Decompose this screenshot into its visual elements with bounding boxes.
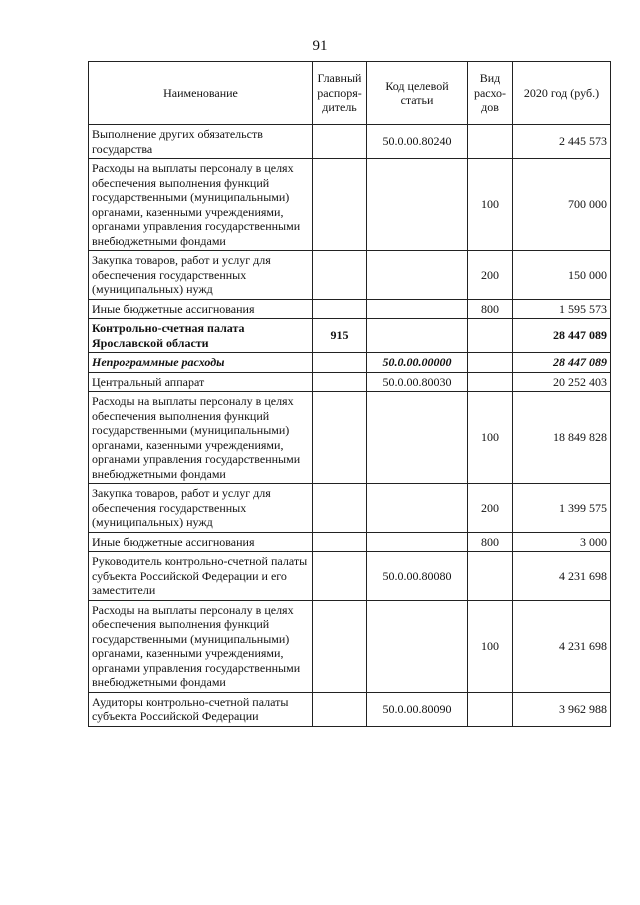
cell-name: Непрограммные расходы bbox=[89, 353, 313, 373]
cell-code: 50.0.00.00000 bbox=[367, 353, 468, 373]
cell-type bbox=[468, 552, 513, 601]
cell-manager bbox=[313, 552, 367, 601]
page-number: 91 bbox=[312, 38, 328, 54]
cell-amount: 4 231 698 bbox=[513, 552, 611, 601]
cell-code: 50.0.00.80240 bbox=[367, 125, 468, 159]
cell-name: Иные бюджетные ассигнования bbox=[89, 299, 313, 319]
cell-manager bbox=[313, 532, 367, 552]
cell-code bbox=[367, 484, 468, 533]
header-manager: Главный распоря-дитель bbox=[313, 62, 367, 125]
table-row bbox=[89, 319, 611, 353]
table-row bbox=[89, 159, 611, 251]
table-header-row bbox=[89, 62, 611, 125]
cell-type bbox=[468, 372, 513, 392]
cell-manager: 915 bbox=[313, 319, 367, 353]
cell-amount: 28 447 089 bbox=[513, 319, 611, 353]
cell-name: Закупка товаров, работ и услуг для обеспечения государственных (муниципальных) нужд bbox=[89, 251, 313, 300]
cell-name: Руководитель контрольно-счетной палаты субъекта Российской Федерации и его заместители bbox=[89, 552, 313, 601]
cell-code bbox=[367, 392, 468, 484]
table-body bbox=[89, 125, 611, 727]
cell-manager bbox=[313, 159, 367, 251]
cell-type bbox=[468, 353, 513, 373]
table-row bbox=[89, 532, 611, 552]
cell-name: Иные бюджетные ассигнования bbox=[89, 532, 313, 552]
cell-type: 100 bbox=[468, 159, 513, 251]
cell-code bbox=[367, 600, 468, 692]
cell-code: 50.0.00.80030 bbox=[367, 372, 468, 392]
cell-type bbox=[468, 319, 513, 353]
cell-manager bbox=[313, 692, 367, 726]
cell-manager bbox=[313, 251, 367, 300]
table-row bbox=[89, 372, 611, 392]
cell-amount: 2 445 573 bbox=[513, 125, 611, 159]
cell-amount: 3 962 988 bbox=[513, 692, 611, 726]
budget-table bbox=[88, 61, 611, 727]
header-year: 2020 год (руб.) bbox=[513, 62, 611, 125]
cell-amount: 1 595 573 bbox=[513, 299, 611, 319]
cell-manager bbox=[313, 125, 367, 159]
cell-amount: 28 447 089 bbox=[513, 353, 611, 373]
cell-name: Расходы на выплаты персоналу в целях обеспечения выполнения функций государственными (муниципальными) органами, казенными учреждениями, органами управления государственными внебюджетными фондами bbox=[89, 392, 313, 484]
cell-amount: 3 000 bbox=[513, 532, 611, 552]
cell-code bbox=[367, 532, 468, 552]
cell-amount: 4 231 698 bbox=[513, 600, 611, 692]
header-code: Код целевой статьи bbox=[367, 62, 468, 125]
cell-amount: 18 849 828 bbox=[513, 392, 611, 484]
table-row bbox=[89, 552, 611, 601]
cell-code: 50.0.00.80080 bbox=[367, 552, 468, 601]
cell-name: Закупка товаров, работ и услуг для обеспечения государственных (муниципальных) нужд bbox=[89, 484, 313, 533]
cell-type bbox=[468, 125, 513, 159]
cell-type bbox=[468, 692, 513, 726]
table-row bbox=[89, 353, 611, 373]
cell-name: Аудиторы контрольно-счетной палаты субъекта Российской Федерации bbox=[89, 692, 313, 726]
cell-name: Расходы на выплаты персоналу в целях обеспечения выполнения функций государственными (муниципальными) органами, казенными учреждениями, органами управления государственными внебюджетными фондами bbox=[89, 600, 313, 692]
cell-name: Центральный аппарат bbox=[89, 372, 313, 392]
cell-manager bbox=[313, 353, 367, 373]
table-row bbox=[89, 251, 611, 300]
cell-amount: 20 252 403 bbox=[513, 372, 611, 392]
cell-code: 50.0.00.80090 bbox=[367, 692, 468, 726]
table-row bbox=[89, 600, 611, 692]
cell-manager bbox=[313, 372, 367, 392]
cell-manager bbox=[313, 299, 367, 319]
cell-name: Выполнение других обязательств государства bbox=[89, 125, 313, 159]
cell-manager bbox=[313, 392, 367, 484]
cell-type: 100 bbox=[468, 600, 513, 692]
cell-manager bbox=[313, 484, 367, 533]
header-name: Наименование bbox=[89, 62, 313, 125]
table-row bbox=[89, 299, 611, 319]
cell-type: 800 bbox=[468, 299, 513, 319]
cell-name: Контрольно-счетная палата Ярославской области bbox=[89, 319, 313, 353]
cell-amount: 700 000 bbox=[513, 159, 611, 251]
cell-type: 800 bbox=[468, 532, 513, 552]
cell-manager bbox=[313, 600, 367, 692]
cell-amount: 1 399 575 bbox=[513, 484, 611, 533]
cell-amount: 150 000 bbox=[513, 251, 611, 300]
cell-code bbox=[367, 299, 468, 319]
cell-code bbox=[367, 159, 468, 251]
table-row bbox=[89, 125, 611, 159]
cell-code bbox=[367, 251, 468, 300]
cell-name: Расходы на выплаты персоналу в целях обеспечения выполнения функций государственными (муниципальными) органами, казенными учреждениями, органами управления государственными внебюджетными фондами bbox=[89, 159, 313, 251]
cell-code bbox=[367, 319, 468, 353]
table-row bbox=[89, 392, 611, 484]
cell-type: 200 bbox=[468, 251, 513, 300]
cell-type: 100 bbox=[468, 392, 513, 484]
cell-type: 200 bbox=[468, 484, 513, 533]
table-row bbox=[89, 692, 611, 726]
header-type: Вид расхо-дов bbox=[468, 62, 513, 125]
table-row bbox=[89, 484, 611, 533]
